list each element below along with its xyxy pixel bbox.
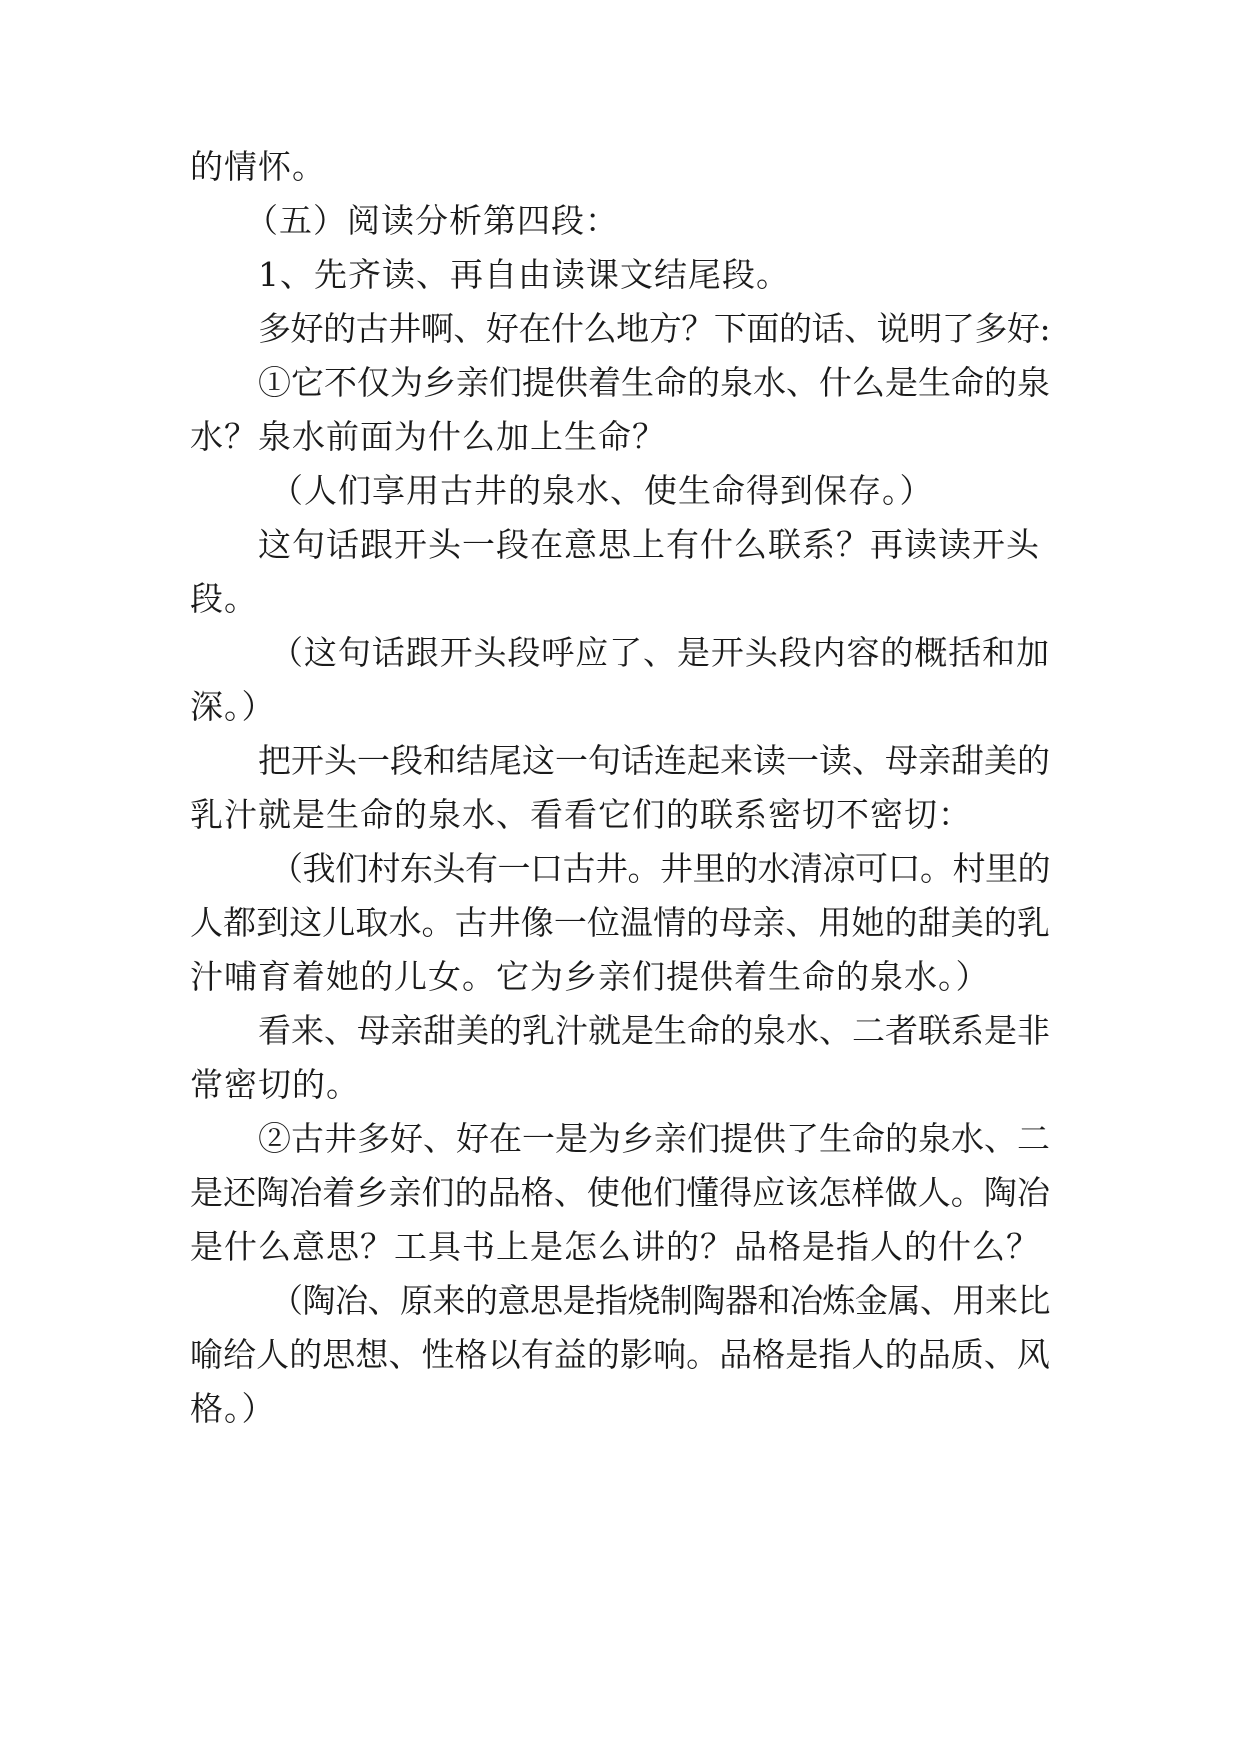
text-line: 格。） xyxy=(190,1389,276,1428)
text-line: 喻给人的思想、性格以有益的影响。品格是指人的品质、风 xyxy=(190,1335,1050,1374)
text-line: 乳汁就是生命的泉水、看看它们的联系密切不密切： xyxy=(190,795,972,834)
text-line: 是什么意思？工具书上是怎么讲的？品格是指人的什么？ xyxy=(190,1227,1040,1266)
text-line: （陶冶、原来的意思是指烧制陶器和冶炼金属、用来比 xyxy=(270,1281,1050,1320)
text-line: ②古井多好、好在一是为乡亲们提供了生命的泉水、二 xyxy=(258,1119,1050,1158)
text-line: 多好的古井啊、好在什么地方？下面的话、说明了多好: xyxy=(258,309,1051,348)
text-line: 深。） xyxy=(190,687,276,726)
section-heading: （五）阅读分析第四段： xyxy=(245,201,619,240)
text-line: 这句话跟开头一段在意思上有什么联系？再读读开头 xyxy=(258,525,1040,564)
text-line: （我们村东头有一口古井。井里的水清凉可口。村里的 xyxy=(270,849,1050,888)
text-line: 把开头一段和结尾这一句话连起来读一读、母亲甜美的 xyxy=(258,741,1050,780)
text-line: 段。 xyxy=(190,579,258,618)
text-line: 水？泉水前面为什么加上生命？ xyxy=(190,417,666,456)
text-line: 1、先齐读、再自由读课文结尾段。 xyxy=(258,255,790,294)
text-line: 汁哺育着她的儿女。它为乡亲们提供着生命的泉水。） xyxy=(190,957,990,996)
text-line: 人都到这儿取水。古井像一位温情的母亲、用她的甜美的乳 xyxy=(190,903,1050,942)
text-line: 是还陶冶着乡亲们的品格、使他们懂得应该怎样做人。陶冶 xyxy=(190,1173,1050,1212)
text-line: （人们享用古井的泉水、使生命得到保存。） xyxy=(270,471,934,510)
text-line: 的情怀。 xyxy=(190,147,326,186)
text-line: 常密切的。 xyxy=(190,1065,360,1104)
text-line: （这句话跟开头段呼应了、是开头段内容的概括和加 xyxy=(270,633,1050,672)
text-line: 看来、母亲甜美的乳汁就是生命的泉水、二者联系是非 xyxy=(258,1011,1050,1050)
text-line: ①它不仅为乡亲们提供着生命的泉水、什么是生命的泉 xyxy=(258,363,1050,402)
